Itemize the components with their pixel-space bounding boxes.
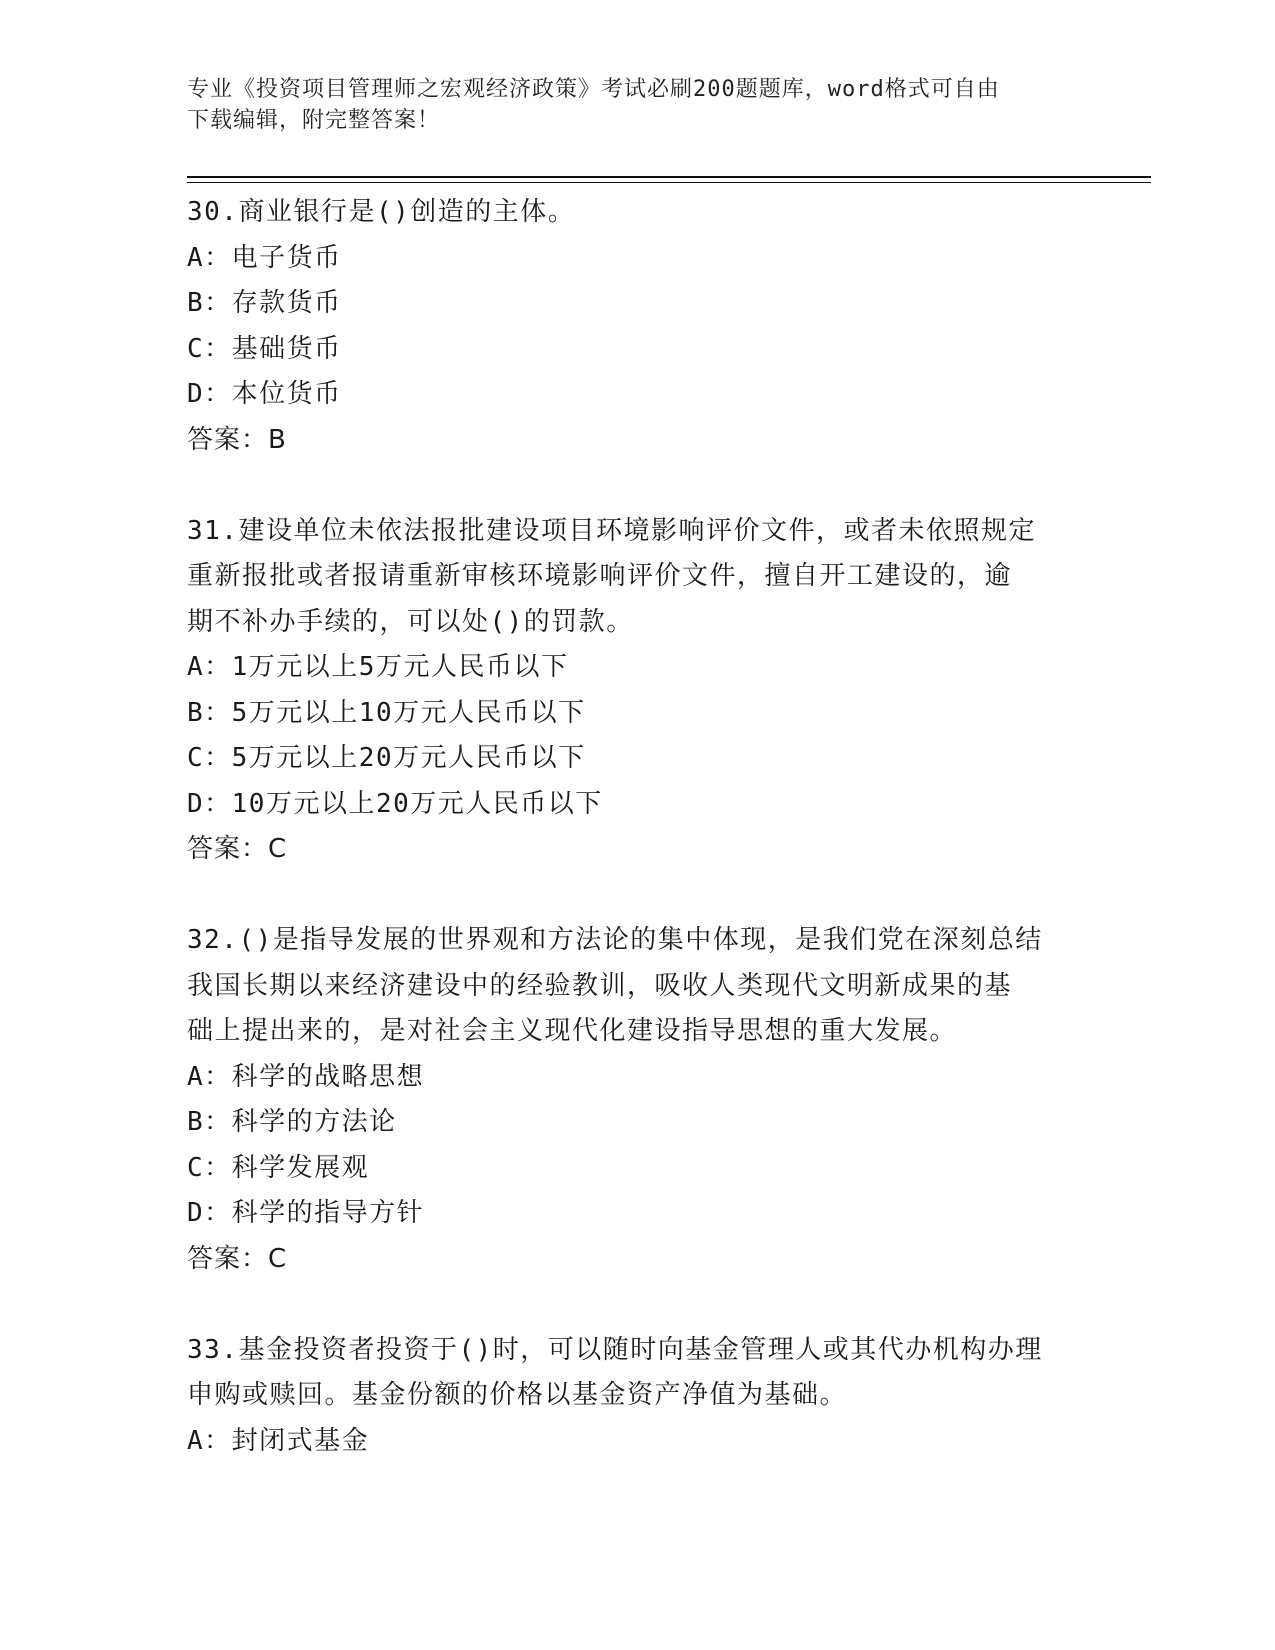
document-header: [187, 74, 1067, 136]
answer-label: 答案：C: [187, 834, 288, 864]
option-c: C：基础货币: [187, 333, 342, 364]
option-b: B：科学的方法论: [187, 1107, 397, 1137]
answer-label: 答案：C: [187, 1243, 288, 1274]
question-32: [187, 918, 1087, 1282]
header-rule-thick: [187, 176, 1151, 178]
option-a: A：科学的战略思想: [187, 1061, 425, 1092]
question-spacer: [187, 873, 1087, 919]
question-stem-line-1: 32.()是指导发展的世界观和方法论的集中体现，是我们党在深刻总结: [187, 925, 1043, 955]
option-d: D：本位货币: [187, 379, 342, 409]
question-spacer: [187, 1282, 1087, 1328]
question-30: [187, 190, 1087, 463]
option-c: C：5万元以上20万元人民币以下: [187, 743, 586, 773]
option-d: D：10万元以上20万元人民币以下: [187, 788, 603, 819]
option-a: A：1万元以上5万元人民币以下: [187, 652, 569, 682]
question-stem-line-3: 期不补办手续的，可以处()的罚款。: [187, 606, 634, 637]
question-stem-line-1: 33.基金投资者投资于()时，可以随时向基金管理人或其代办机构办理: [187, 1334, 1043, 1365]
question-stem-line-1: 31.建设单位未依法报批建设项目环境影响评价文件，或者未依照规定: [187, 515, 1036, 546]
header-rule-thin: [187, 182, 1151, 183]
question-33: [187, 1328, 1087, 1465]
question-stem-line-3: 础上提出来的，是对社会主义现代化建设指导思想的重大发展。: [187, 1016, 958, 1046]
question-spacer: [187, 463, 1087, 509]
option-d: D：科学的指导方针: [187, 1198, 425, 1228]
option-c: C：科学发展观: [187, 1152, 370, 1183]
header-line-1: 专业《投资项目管理师之宏观经济政策》考试必刷200题题库，word格式可自由: [187, 77, 1000, 102]
option-b: B：存款货币: [187, 288, 342, 318]
header-line-2: 下载编辑，附完整答案！: [187, 108, 441, 133]
option-a: A：封闭式基金: [187, 1425, 370, 1456]
question-list: [187, 190, 1087, 1464]
answer-label: 答案：B: [187, 424, 287, 455]
option-b: B：5万元以上10万元人民币以下: [187, 697, 586, 728]
question-31: [187, 509, 1087, 873]
question-stem-line-2: 申购或赎回。基金份额的价格以基金资产净值为基础。: [187, 1380, 848, 1410]
question-stem: 30.商业银行是()创造的主体。: [187, 197, 576, 227]
question-stem-line-2: 重新报批或者报请重新审核环境影响评价文件，擅自开工建设的，逾: [187, 561, 1013, 591]
question-stem-line-2: 我国长期以来经济建设中的经验教训，吸收人类现代文明新成果的基: [187, 970, 1013, 1001]
option-a: A：电子货币: [187, 242, 342, 273]
